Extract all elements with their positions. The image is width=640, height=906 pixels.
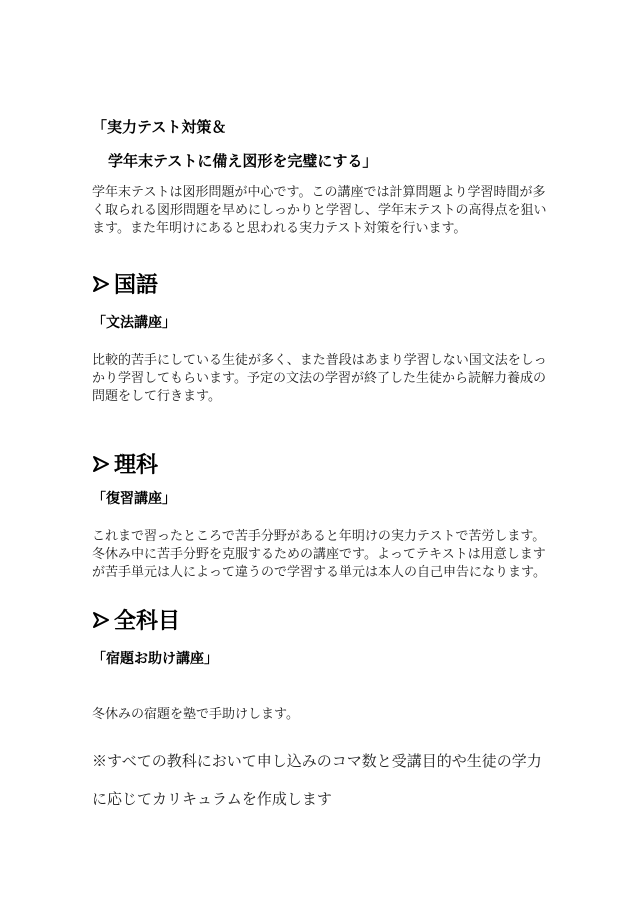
section-heading-text: 理科 [114,453,159,478]
note-line2: に応じてカリキュラムを作成します [92,790,332,808]
paragraph-line: 冬休みの宿題を塾で手助けします。 [92,707,299,722]
section-paragraph-zenkamoku [92,706,299,724]
paragraph-line: 比較的苦手にしている生徒が多く、また普段はあまり学習しない国文法をしっ [92,353,547,368]
section-heading-zenkamoku [92,604,180,635]
paragraph-line: これまで習ったところで苦手分野があると年明けの実力テストで苦労します。 [92,529,546,544]
section-paragraph-kokugo [92,352,547,406]
arrowhead-icon [92,455,110,473]
section-heading-text: 全科目 [114,609,181,634]
section-paragraph-rika [92,528,546,582]
intro-title-line2: 学年末テストに備え図形を完璧にする」 [108,152,378,170]
paragraph-line: 学年末テストは図形問題が中心です。この講座では計算問題より学習時間が多 [92,185,546,200]
paragraph-line: かり学習してもらいます。予定の文法の学習が終了した生徒から読解力養成の [92,371,546,386]
section-subheading-rika: 「復習講座」 [92,491,176,507]
section-heading-rika [92,448,158,479]
section-subheading-zenkamoku: 「宿題お助け講座」 [92,651,218,667]
note-line1: ※すべての教科において申し込みのコマ数と受講目的や生徒の学力 [92,752,542,770]
intro-title-line1: 「実力テスト対策＆ [92,118,227,136]
intro-paragraph [92,184,546,238]
arrowhead-icon [92,611,110,629]
paragraph-line: く取られる図形問題を早めにしっかりと学習し、学年末テストの高得点を狙い [92,203,547,218]
section-heading-kokugo [92,268,158,299]
arrowhead-icon [92,275,110,293]
paragraph-line: 問題をして行きます。 [92,389,221,404]
paragraph-line: ます。また年明けにあると思われる実力テスト対策を行います。 [92,221,467,236]
paragraph-line: 冬休み中に苦手分野を克服するための講座です。よってテキストは用意します [92,547,546,562]
section-heading-text: 国語 [114,273,159,298]
paragraph-line: が苦手単元は人によって違うので学習する単元は本人の自己申告になります。 [92,565,546,580]
section-subheading-kokugo: 「文法講座」 [92,315,176,331]
